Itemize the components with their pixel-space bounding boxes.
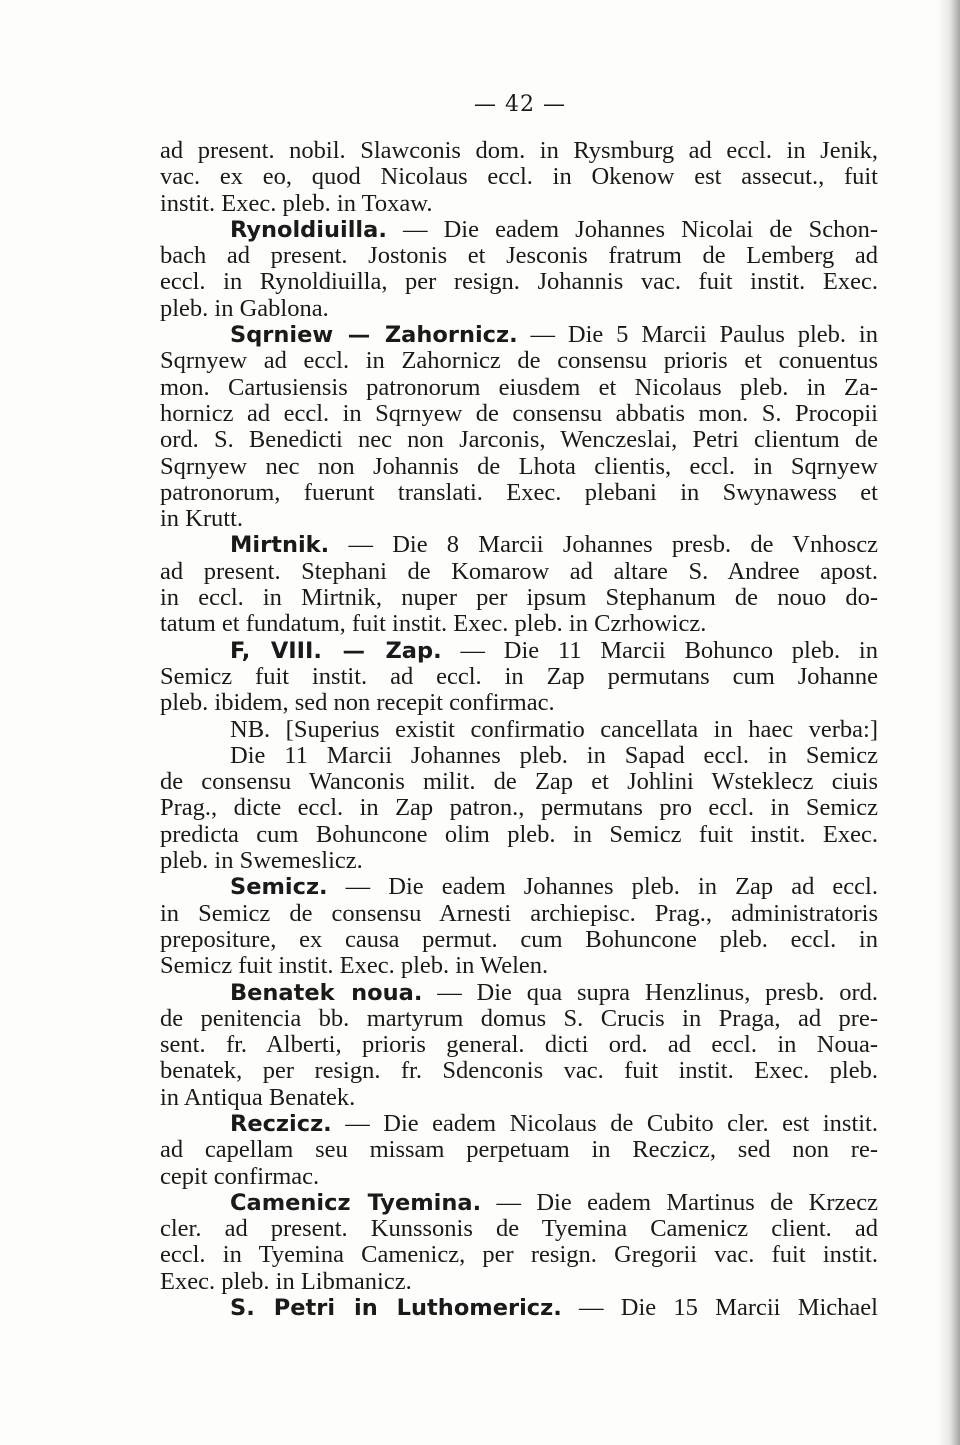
text-line — [160, 559, 878, 585]
line-text: predicta cum Bohuncone olim pleb. in Semicz fuit instit. Exec. — [160, 820, 878, 848]
text-line — [160, 980, 878, 1006]
text-line — [160, 1006, 878, 1032]
line-text: de penitencia bb. martyrum domus S. Crucis in Praga, ad pre- — [160, 1004, 878, 1032]
line-text: in Krutt. — [160, 505, 244, 533]
text-line — [160, 138, 878, 164]
line-text: ord. S. Benedicti nec non Jarconis, Wenczeslai, Petri clientum de — [160, 426, 878, 454]
text-line — [160, 1085, 878, 1111]
line-text: mon. Cartusiensis patronorum eiusdem et Nicolaus pleb. in Za- — [160, 373, 878, 401]
text-line — [160, 848, 878, 874]
line-text: de consensu Wanconis milit. de Zap et Johlini Wsteklecz ciuis — [160, 768, 878, 796]
text-line — [160, 795, 878, 821]
line-text: — Die 15 Marcii Michael — [561, 1294, 878, 1322]
line-text: — Die 8 Marcii Johannes presb. de Vnhoscz — [329, 531, 878, 559]
line-text: Prag., dicte eccl. in Zap patron., permutans pro eccl. in Semicz — [160, 794, 878, 822]
line-text: ad capellam seu missam perpetuam in Reczicz, sed non re- — [160, 1136, 878, 1164]
entry-heading: Sqrniew — Zahornicz. — [230, 322, 518, 349]
line-text: Semicz fuit instit. Exec. pleb. in Welen. — [160, 952, 549, 980]
line-text: cler. ad present. Kunssonis de Tyemina Camenicz client. ad — [160, 1215, 878, 1243]
text-line — [160, 585, 878, 611]
text-line — [160, 1190, 878, 1216]
line-text: prepositure, ex causa permut. cum Bohuncone pleb. eccl. in — [160, 925, 878, 953]
body-text — [160, 138, 878, 1321]
entry-heading: Reczicz. — [230, 1110, 332, 1137]
text-line — [160, 217, 878, 243]
line-text: — Die eadem Nicolaus de Cubito cler. est instit. — [331, 1109, 878, 1137]
text-line — [160, 454, 878, 480]
line-text: eccl. in Tyemina Camenicz, per resign. Gregorii vac. fuit instit. — [160, 1241, 878, 1269]
text-line — [160, 717, 878, 743]
text-line — [160, 1058, 878, 1084]
text-line — [160, 375, 878, 401]
line-text: — Die eadem Johannes pleb. in Zap ad eccl. — [327, 873, 878, 901]
line-text: in Semicz de consensu Arnesti archiepisc. Prag., administratoris — [160, 899, 878, 927]
text-line — [160, 664, 878, 690]
line-text: patronorum, fuerunt translati. Exec. plebani in Swynawess et — [160, 478, 878, 506]
line-text: pleb. in Gablona. — [160, 294, 329, 322]
entry-heading: Mirtnik. — [230, 532, 330, 559]
page-edge-shadow — [938, 0, 960, 1445]
line-text: in eccl. in Mirtnik, nuper per ipsum Stephanum de nouo do- — [160, 584, 878, 612]
text-line — [160, 874, 878, 900]
entry-heading: Benatek noua. — [230, 979, 423, 1006]
text-line — [160, 322, 878, 348]
text-line — [160, 506, 878, 532]
line-text: hornicz ad eccl. in Sqrnyew de consensu abbatis mon. S. Procopii — [160, 399, 878, 427]
text-line — [160, 953, 878, 979]
text-line — [160, 532, 878, 558]
text-line — [160, 822, 878, 848]
line-text: sent. fr. Alberti, prioris general. dicti ord. ad eccl. in Noua- — [160, 1031, 878, 1059]
text-line — [160, 480, 878, 506]
line-text: vac. ex eo, quod Nicolaus eccl. in Okenow est assecut., fuit — [160, 163, 878, 191]
text-line — [160, 1111, 878, 1137]
text-line — [160, 269, 878, 295]
line-text: Sqrnyew nec non Johannis de Lhota clientis, eccl. in Sqrnyew — [160, 452, 878, 480]
text-line — [160, 1137, 878, 1163]
text-line — [160, 401, 878, 427]
text-line — [160, 1164, 878, 1190]
line-text: in Antiqua Benatek. — [160, 1083, 356, 1111]
text-line — [160, 1295, 878, 1321]
line-text: Die 11 Marcii Johannes pleb. in Sapad eccl. in Semicz — [230, 741, 878, 769]
entry-heading: S. Petri in Luthomericz. — [230, 1295, 562, 1322]
line-text: Exec. pleb. in Libmanicz. — [160, 1267, 412, 1295]
line-text: — Die qua supra Henzlinus, presb. ord. — [422, 978, 878, 1006]
page-number: — 42 — — [474, 92, 566, 117]
text-line — [160, 1269, 878, 1295]
line-text: pleb. in Swemeslicz. — [160, 847, 363, 875]
text-line — [160, 743, 878, 769]
line-text: Sqrnyew ad eccl. in Zahornicz de consensu prioris et conuentus — [160, 347, 878, 375]
line-text: tatum et fundatum, fuit instit. Exec. pleb. in Czrhowicz. — [160, 610, 707, 638]
text-line — [160, 927, 878, 953]
line-text: — Die 11 Marcii Bohunco pleb. in — [441, 636, 878, 664]
line-text: pleb. ibidem, sed non recepit confirmac. — [160, 689, 555, 717]
text-line — [160, 296, 878, 322]
text-line — [160, 1216, 878, 1242]
line-text: ad present. Stephani de Komarow ad altare S. Andree apost. — [160, 557, 878, 585]
line-text: — Die eadem Martinus de Krzecz — [481, 1188, 878, 1216]
text-line — [160, 611, 878, 637]
text-line — [160, 901, 878, 927]
line-text: instit. Exec. pleb. in Toxaw. — [160, 189, 433, 217]
entry-heading: Camenicz Tyemina. — [230, 1189, 482, 1216]
text-line — [160, 638, 878, 664]
line-text: cepit confirmac. — [160, 1162, 320, 1190]
text-line — [160, 690, 878, 716]
line-text: — Die 5 Marcii Paulus pleb. in — [517, 321, 878, 349]
line-text: NB. [Superius existit confirmatio cancellata in haec verba:] — [230, 715, 878, 743]
text-line — [160, 769, 878, 795]
text-line — [160, 348, 878, 374]
text-line — [160, 191, 878, 217]
line-text: Semicz fuit instit. ad eccl. in Zap permutans cum Johanne — [160, 662, 878, 690]
entry-heading: Semicz. — [230, 874, 328, 901]
line-text: — Die eadem Johannes Nicolai de Schon- — [386, 215, 878, 243]
line-text: benatek, per resign. fr. Sdenconis vac. fuit instit. Exec. pleb. — [160, 1057, 878, 1085]
entry-heading: F, VIII. — Zap. — [230, 637, 442, 664]
entry-heading: Rynoldiuilla. — [230, 216, 387, 243]
line-text: eccl. in Rynoldiuilla, per resign. Johannis vac. fuit instit. Exec. — [160, 268, 878, 296]
text-line — [160, 1242, 878, 1268]
text-line — [160, 164, 878, 190]
text-line — [160, 1032, 878, 1058]
text-line — [160, 243, 878, 269]
line-text: bach ad present. Jostonis et Jesconis fratrum de Lemberg ad — [160, 242, 878, 270]
text-line — [160, 427, 878, 453]
line-text: ad present. nobil. Slawconis dom. in Rysmburg ad eccl. in Jenik, — [160, 137, 878, 164]
